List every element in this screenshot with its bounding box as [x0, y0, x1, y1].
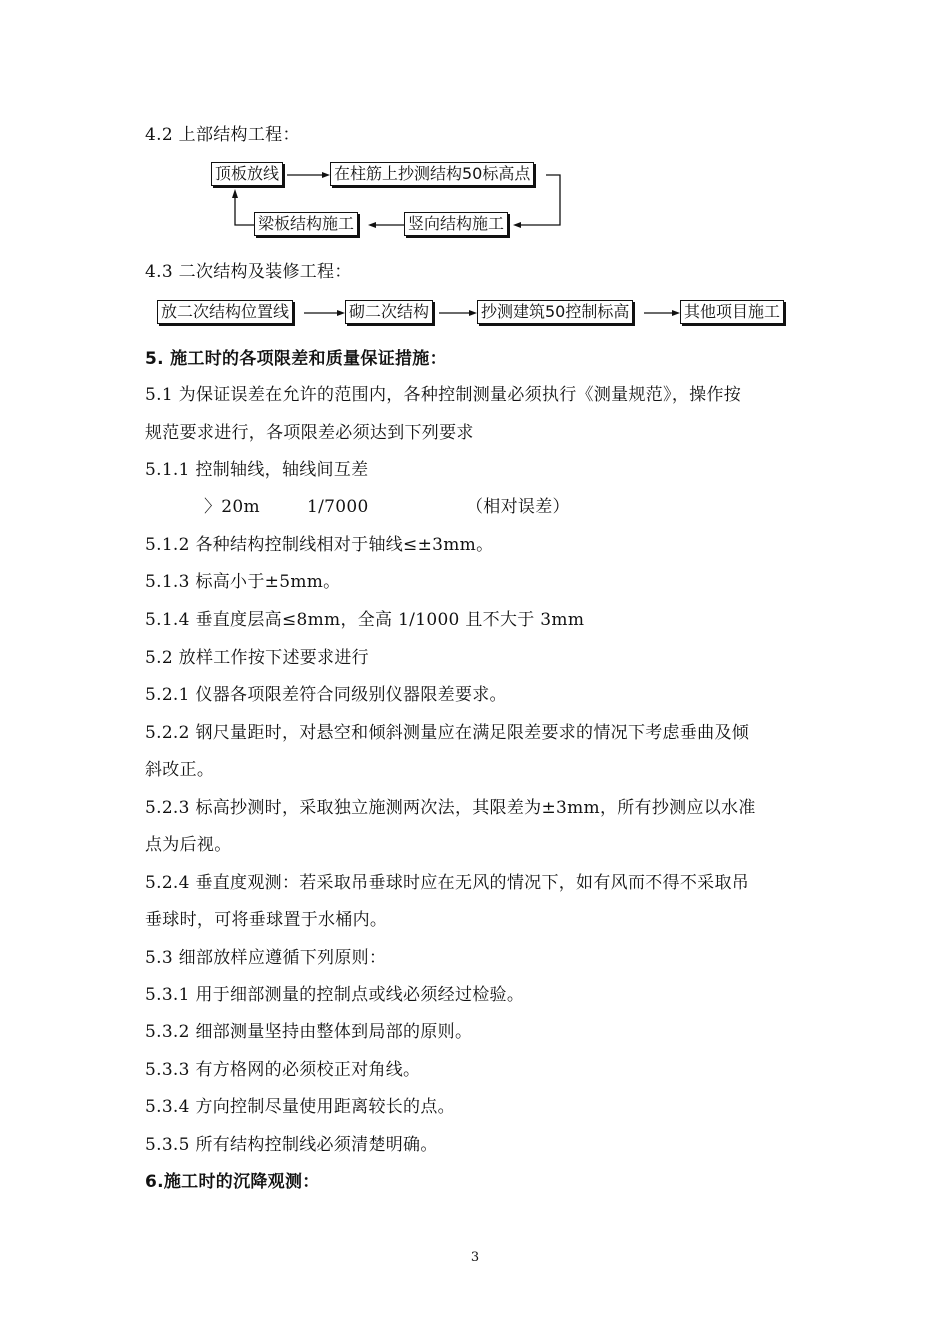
flow2-node-masonry: 砌二次结构 — [345, 300, 433, 324]
flow1-node-beam-slab: 梁板结构施工 — [254, 212, 358, 236]
flow1-node-column-elevation: 在柱筋上抄测结构50标高点 — [330, 162, 534, 186]
flow1-node-slab-layout: 顶板放线 — [211, 162, 283, 186]
para-5-2-2-line2: 斜改正。 — [145, 760, 215, 780]
tolerance-note: （相对误差） — [466, 497, 570, 517]
flow2-node-other-works: 其他项目施工 — [680, 300, 784, 324]
tolerance-range: 〉20m — [204, 497, 260, 517]
para-5-1-4: 5.1.4 垂直度层高≤8mm，全高 1/1000 且不大于 3mm — [145, 610, 585, 630]
para-5-1-3: 5.1.3 标高小于±5mm。 — [145, 572, 341, 592]
para-5-3-2: 5.3.2 细部测量坚持由整体到局部的原则。 — [145, 1022, 473, 1042]
para-5-2-3-line1: 5.2.3 标高抄测时，采取独立施测两次法，其限差为±3mm，所有抄测应以水准 — [145, 798, 756, 818]
section-5-title: 5. 施工时的各项限差和质量保证措施： — [145, 349, 447, 369]
para-5-2: 5.2 放样工作按下述要求进行 — [145, 648, 369, 668]
flowchart-2-connectors — [0, 0, 950, 400]
para-5-1-1: 5.1.1 控制轴线，轴线间互差 — [145, 460, 369, 480]
para-5-2-1: 5.2.1 仪器各项限差符合同级别仪器限差要求。 — [145, 685, 507, 705]
flow1-node-vertical-structure: 竖向结构施工 — [404, 212, 508, 236]
section-6-title: 6.施工时的沉降观测： — [145, 1172, 320, 1192]
para-5-2-3-line2: 点为后视。 — [145, 835, 232, 855]
para-5-3-5: 5.3.5 所有结构控制线必须清楚明确。 — [145, 1135, 438, 1155]
flow2-node-control-elevation: 抄测建筑50控制标高 — [477, 300, 633, 324]
para-5-3-4: 5.3.4 方向控制尽量使用距离较长的点。 — [145, 1097, 455, 1117]
flow2-node-position-line: 放二次结构位置线 — [157, 300, 293, 324]
para-5-1-line2: 规范要求进行，各项限差必须达到下列要求 — [145, 423, 474, 443]
para-5-3-1: 5.3.1 用于细部测量的控制点或线必须经过检验。 — [145, 985, 525, 1005]
tolerance-ratio: 1/7000 — [307, 497, 369, 517]
para-5-3-3: 5.3.3 有方格网的必须校正对角线。 — [145, 1060, 421, 1080]
section-4-2-title: 4.2 上部结构工程： — [145, 125, 300, 145]
para-5-2-4-line2: 垂球时，可将垂球置于水桶内。 — [145, 910, 388, 930]
para-5-1-2: 5.1.2 各种结构控制线相对于轴线≤±3mm。 — [145, 535, 494, 555]
page-number: 3 — [470, 1250, 480, 1265]
section-4-3-title: 4.3 二次结构及装修工程： — [145, 262, 352, 282]
para-5-1-line1: 5.1 为保证误差在允许的范围内，各种控制测量必须执行《测量规范》，操作按 — [145, 385, 742, 405]
para-5-2-2-line1: 5.2.2 钢尺量距时，对悬空和倾斜测量应在满足限差要求的情况下考虑垂曲及倾 — [145, 723, 750, 743]
para-5-2-4-line1: 5.2.4 垂直度观测：若采取吊垂球时应在无风的情况下，如有风而不得不采取吊 — [145, 873, 750, 893]
para-5-3: 5.3 细部放样应遵循下列原则： — [145, 948, 387, 968]
